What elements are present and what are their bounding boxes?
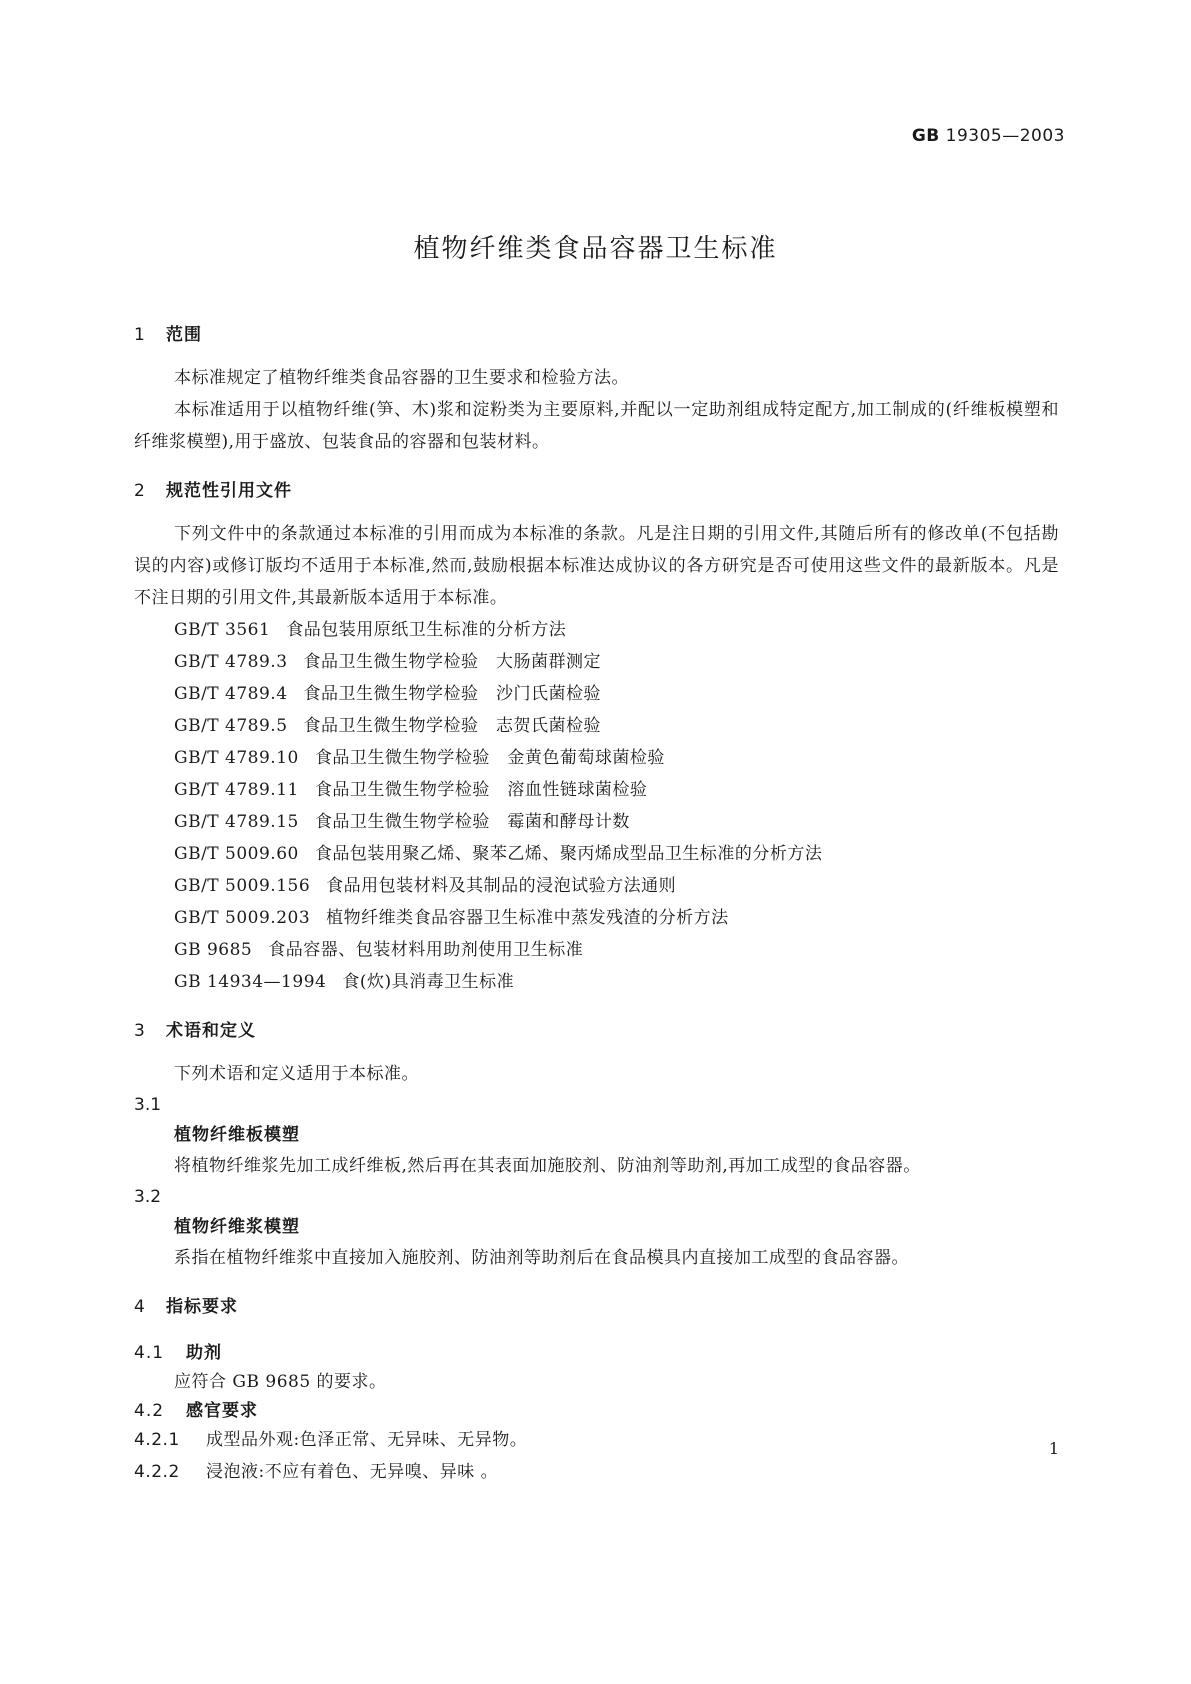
standard-number	[912, 126, 1065, 146]
clause-text: 浸泡液:不应有着色、无异嗅、异味 。	[206, 1462, 499, 1482]
reference-code: GB/T 5009.156	[174, 876, 311, 896]
reference-code: GB/T 4789.4	[174, 684, 288, 704]
section-heading-3	[134, 1018, 1059, 1044]
document-title: 植物纤维类食品容器卫生标准	[413, 234, 778, 264]
term-name: 植物纤维浆模塑	[174, 1217, 300, 1237]
paragraph: 应符合 GB 9685 的要求。	[174, 1372, 387, 1392]
reference-title: 植物纤维类食品容器卫生标准中蒸发残渣的分析方法	[326, 908, 729, 928]
clause-number: 4.2.1	[134, 1430, 180, 1450]
term-number: 3.2	[134, 1187, 162, 1207]
section-number: 2	[134, 481, 146, 501]
reference-item	[134, 902, 1059, 934]
reference-title: 食品卫生微生物学检验 霉菌和酵母计数	[314, 812, 630, 832]
clause-text: 成型品外观:色泽正常、无异味、无异物。	[206, 1430, 528, 1450]
section-title: 指标要求	[166, 1297, 238, 1317]
subsection-heading	[134, 1340, 1059, 1366]
reference-title: 食品卫生微生物学检验 金黄色葡萄球菌检验	[314, 748, 665, 768]
paragraph: 下列文件中的条款通过本标准的引用而成为本标准的条款。凡是注日期的引用文件,其随后所有的修改单(不包括勘误的内容)或修订版均不适用于本标准,然而,鼓励根据本标准达成协议的各方研究是否可使用这些文件的最新版本。凡是不注日期的引用文件,其最新版本适用于本标准。	[134, 524, 1059, 608]
subsection-number: 4.1	[134, 1343, 165, 1363]
section-heading-2	[134, 478, 1059, 504]
section-number: 3	[134, 1021, 146, 1041]
reference-title: 食品容器、包装材料用助剂使用卫生标准	[268, 940, 584, 960]
reference-title: 食品卫生微生物学检验 沙门氏菌检验	[303, 684, 602, 704]
reference-title: 食品包装用聚乙烯、聚苯乙烯、聚丙烯成型品卫生标准的分析方法	[314, 844, 823, 864]
reference-item	[134, 678, 1059, 710]
reference-item	[134, 646, 1059, 678]
reference-code: GB/T 4789.10	[174, 748, 299, 768]
reference-item	[134, 614, 1059, 646]
reference-code: GB/T 5009.60	[174, 844, 299, 864]
reference-title: 食品卫生微生物学检验 志贺氏菌检验	[303, 716, 602, 736]
clause-number: 4.2.2	[134, 1462, 180, 1482]
reference-title: 食品卫生微生物学检验 大肠菌群测定	[303, 652, 602, 672]
clause-item	[134, 1424, 1059, 1456]
reference-item	[134, 806, 1059, 838]
section-number: 1	[134, 325, 146, 345]
page-number: 1	[1048, 1439, 1059, 1458]
section-title: 规范性引用文件	[166, 481, 292, 501]
reference-code: GB/T 4789.5	[174, 716, 288, 736]
paragraph: 本标准规定了植物纤维类食品容器的卫生要求和检验方法。	[174, 368, 629, 388]
section-title: 术语和定义	[166, 1021, 256, 1041]
term-number: 3.1	[134, 1095, 162, 1115]
term-definition: 系指在植物纤维浆中直接加入施胶剂、防油剂等助剂后在食品模具内直接加工成型的食品容器。	[174, 1248, 909, 1268]
subsection-title: 助剂	[186, 1343, 222, 1363]
term-definition: 将植物纤维浆先加工成纤维板,然后再在其表面加施胶剂、防油剂等助剂,再加工成型的食品容器。	[174, 1156, 921, 1176]
reference-code: GB 9685	[174, 940, 253, 960]
reference-item	[134, 934, 1059, 966]
reference-title: 食品用包装材料及其制品的浸泡试验方法通则	[326, 876, 677, 896]
reference-item	[134, 774, 1059, 806]
reference-code: GB/T 4789.3	[174, 652, 288, 672]
reference-item	[134, 742, 1059, 774]
reference-code: GB/T 5009.203	[174, 908, 311, 928]
reference-code: GB/T 4789.15	[174, 812, 299, 832]
reference-list	[134, 614, 1059, 998]
section-heading-1	[134, 322, 1059, 348]
reference-item	[134, 710, 1059, 742]
subsection-title: 感官要求	[186, 1401, 258, 1421]
paragraph: 下列术语和定义适用于本标准。	[174, 1064, 419, 1084]
section-title: 范围	[166, 325, 202, 345]
reference-code: GB 14934—1994	[174, 972, 327, 992]
reference-item	[134, 838, 1059, 870]
reference-item	[134, 870, 1059, 902]
standard-code: 19305—2003	[945, 126, 1065, 146]
standard-prefix: GB	[911, 126, 940, 146]
subsection-heading	[134, 1398, 1059, 1424]
reference-item	[134, 966, 1059, 998]
paragraph: 本标准适用于以植物纤维(笋、木)浆和淀粉类为主要原料,并配以一定助剂组成特定配方,加工制成的(纤维板模塑和纤维浆模塑),用于盛放、包装食品的容器和包装材料。	[134, 400, 1059, 452]
subsection-number: 4.2	[134, 1401, 165, 1421]
document-body	[134, 322, 1059, 1488]
reference-title: 食品包装用原纸卫生标准的分析方法	[286, 620, 567, 640]
reference-title: 食(炊)具消毒卫生标准	[342, 972, 515, 992]
reference-code: GB/T 3561	[174, 620, 271, 640]
clause-item	[134, 1456, 1059, 1488]
reference-code: GB/T 4789.11	[174, 780, 299, 800]
term-name: 植物纤维板模塑	[174, 1125, 300, 1145]
reference-title: 食品卫生微生物学检验 溶血性链球菌检验	[314, 780, 648, 800]
section-number: 4	[134, 1297, 146, 1317]
section-heading-4	[134, 1294, 1059, 1320]
